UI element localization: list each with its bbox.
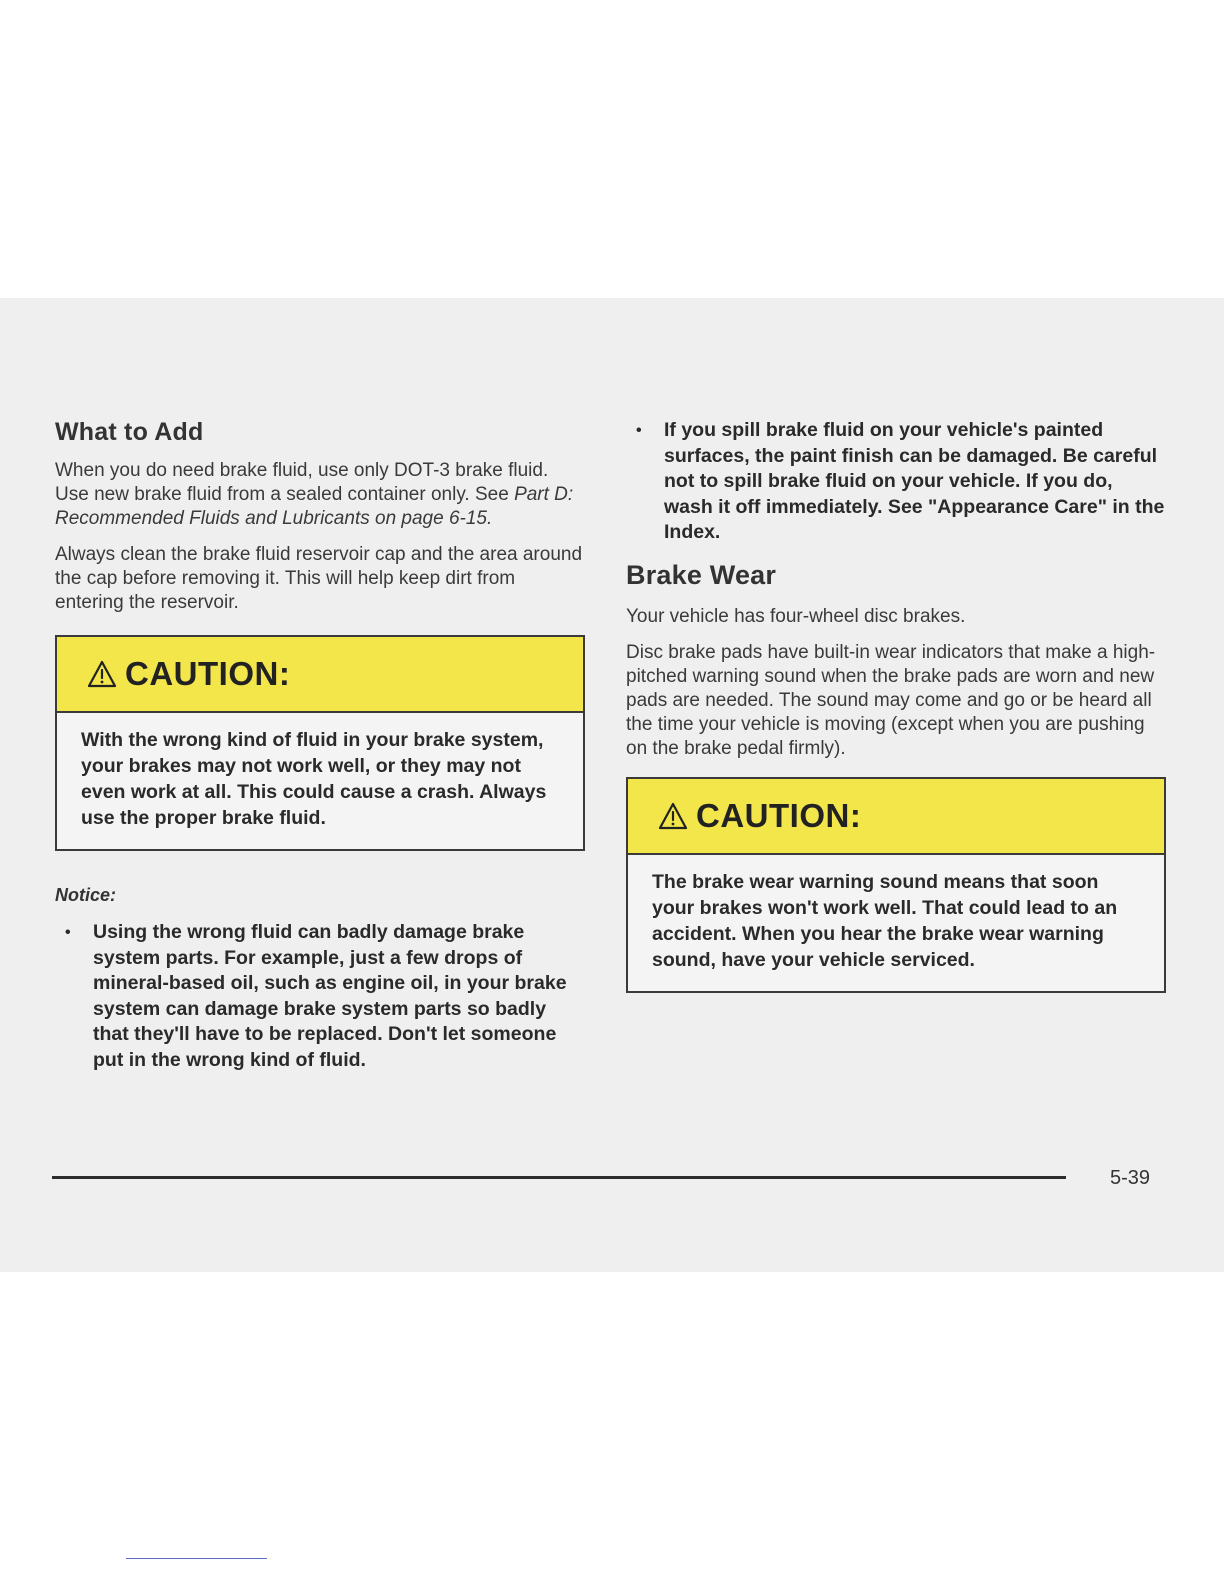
bullet-icon: • (636, 422, 642, 439)
what-to-add-paragraph-2: Always clean the brake fluid reservoir cap and the area around the cap before removing it. This will help keep dirt from entering the reservoir. (55, 544, 583, 613)
brake-wear-paragraph-1: Your vehicle has four-wheel disc brakes. (626, 605, 966, 627)
left-column (55, 418, 585, 1073)
notice-item-text: Using the wrong fluid can badly damage brake system parts. For example, just a few drops of mineral-based oil, such as engine oil, in your brake system can damage brake system parts so badly that they'll have to be replaced. Don't let someone put in the wrong kind of fluid. (93, 921, 567, 1071)
caution-text: The brake wear warning sound means that soon your brakes won't work well. That could lead to an accident. When you hear the brake wear warning sound, have your vehicle serviced. (652, 870, 1118, 971)
notice-list (55, 920, 585, 1073)
spill-item-text: If you spill brake fluid on your vehicle's painted surfaces, the paint finish can be damaged. Be careful not to spill brake fluid on your vehicle. If you do, wash it off immediately. See "Appearance Care" in the Index. (664, 419, 1165, 543)
what-to-add-heading: What to Add (55, 418, 204, 446)
footer-link-line (126, 1558, 267, 1559)
caution-header (57, 637, 583, 713)
list-item (55, 920, 585, 1073)
right-column (626, 418, 1166, 993)
footer-rule (52, 1176, 1066, 1179)
brake-wear-paragraph-2: Disc brake pads have built-in wear indicators that make a high-pitched warning sound when the brake pads are worn and new pads are needed. The sound may come and go or be heard all the time your vehicle is moving (except when you are pushing on the brake pedal firmly). (626, 641, 1156, 759)
spill-list (626, 418, 1166, 546)
brake-wear-heading: Brake Wear (626, 559, 777, 590)
caution-text: With the wrong kind of fluid in your brake system, your brakes may not work well, or they may not even work at all. This could cause a crash. Always use the proper brake fluid. (81, 729, 547, 829)
caution-title: CAUTION: (696, 796, 862, 834)
caution-header (628, 779, 1164, 855)
bullet-icon: • (65, 924, 71, 941)
caution-title: CAUTION: (125, 655, 291, 692)
page-number: 5-39 (1110, 1167, 1151, 1189)
caution-box-brake-wear (626, 777, 1166, 993)
caution-box-wrong-fluid (55, 635, 585, 851)
what-to-add-paragraph-1 (55, 459, 585, 531)
notice-label: Notice: (55, 885, 117, 905)
warning-triangle-icon (87, 660, 117, 688)
what-to-add-text: When you do need brake fluid, use only DOT-3 brake fluid. Use new brake fluid from a sealed container only. See (55, 460, 549, 505)
list-item (626, 418, 1166, 546)
fluids-reference: Part D: Recommended Fluids and Lubricants on page 6-15. (55, 484, 574, 529)
warning-triangle-icon (658, 802, 688, 830)
